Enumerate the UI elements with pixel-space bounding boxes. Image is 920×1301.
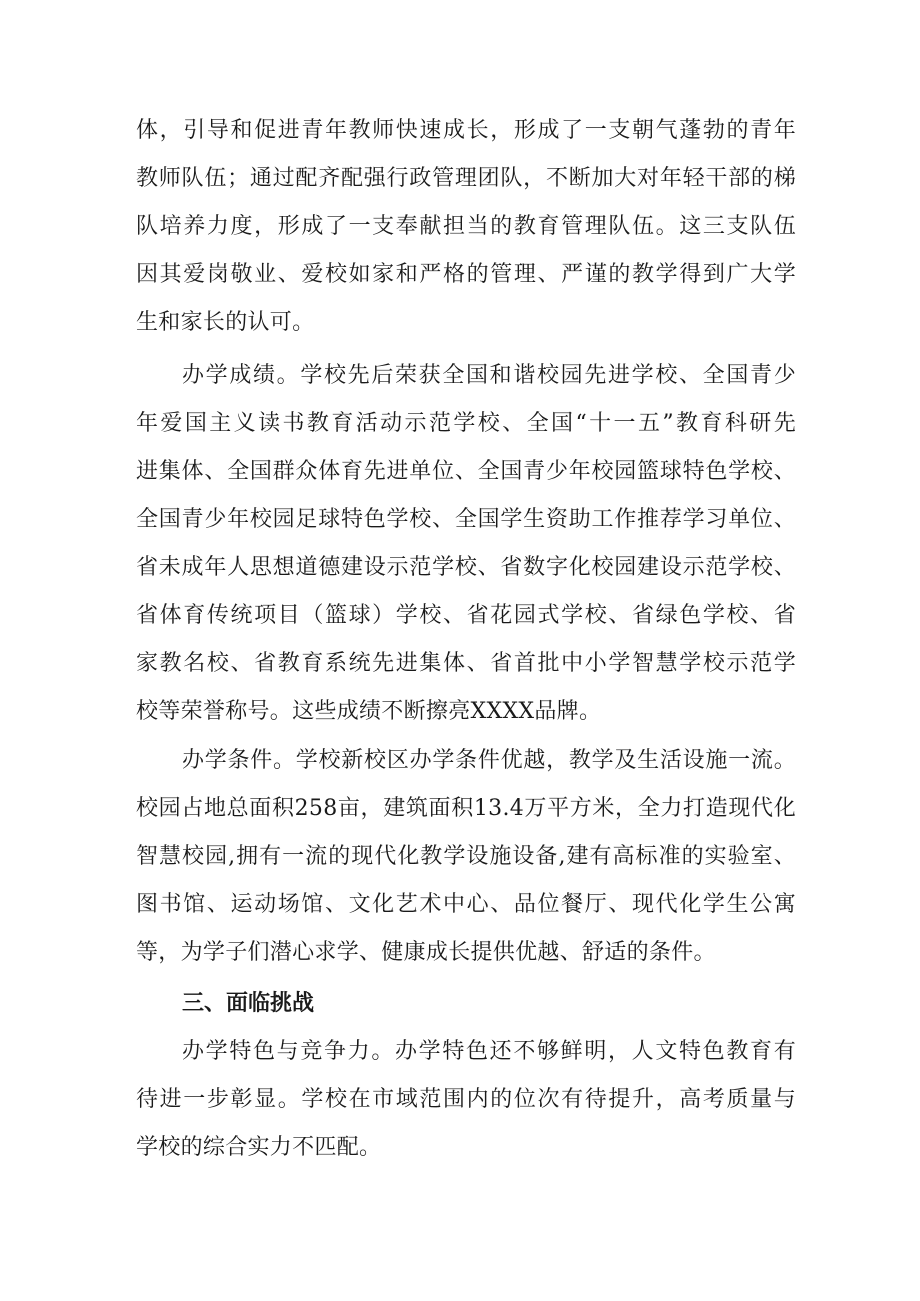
paragraph-line: 因其爱岗敬业、爱校如家和严格的管理、严谨的教学得到广大学	[136, 262, 796, 287]
paragraph-line: 家教名校、省教育系统先进集体、省首批中小学智慧学校示范学	[136, 651, 796, 676]
paragraph-team	[136, 107, 796, 347]
section-heading: 三、面临挑战	[182, 991, 315, 1016]
paragraph-line: 省体育传统项目（篮球）学校、省花园式学校、省绿色学校、省	[136, 603, 796, 628]
paragraph-line: 智慧校园,拥有一流的现代化教学设施设备,建有高标准的实验室、	[136, 844, 796, 869]
paragraph-line: 生和家长的认可。	[136, 310, 315, 335]
paragraph-line: 队培养力度，形成了一支奉献担当的教育管理队伍。这三支队伍	[136, 214, 796, 239]
paragraph-line: 校园占地总面积258亩，建筑面积13.4万平方米，全力打造现代化	[136, 796, 796, 821]
paragraph-conditions	[136, 737, 796, 977]
paragraph-line: 省未成年人思想道德建设示范学校、省数字化校园建设示范学校、	[136, 555, 796, 580]
paragraph-line: 教师队伍；通过配齐配强行政管理团队，不断加大对年轻干部的梯	[136, 166, 796, 191]
paragraph-achievements	[136, 352, 796, 736]
paragraph-line: 学校的综合实力不匹配。	[136, 1135, 382, 1160]
paragraph-line: 办学成绩。学校先后荣获全国和谐校园先进学校、全国青少	[182, 363, 796, 388]
paragraph-line: 进集体、全国群众体育先进单位、全国青少年校园篮球特色学校、	[136, 459, 796, 484]
paragraph-line: 图书馆、运动场馆、文化艺术中心、品位餐厅、现代化学生公寓	[136, 892, 796, 917]
paragraph-line: 办学条件。学校新校区办学条件优越，教学及生活设施一流。	[182, 748, 796, 773]
paragraph-line: 体，引导和促进青年教师快速成长，形成了一支朝气蓬勃的青年	[136, 118, 796, 143]
paragraph-line: 校等荣誉称号。这些成绩不断擦亮XXXX品牌。	[136, 699, 602, 724]
paragraph-line: 待进一步彰显。学校在市域范围内的位次有待提升，高考质量与	[136, 1087, 796, 1112]
paragraph-line: 全国青少年校园足球特色学校、全国学生资助工作推荐学习单位、	[136, 507, 796, 532]
paragraph-line: 等，为学子们潜心求学、健康成长提供优越、舒适的条件。	[136, 940, 716, 965]
paragraph-line: 办学特色与竞争力。办学特色还不够鲜明，人文特色教育有	[182, 1039, 796, 1064]
paragraph-line: 年爱国主义读书教育活动示范学校、全国“十一五”教育科研先	[136, 411, 796, 436]
paragraph-challenges	[136, 1028, 796, 1172]
